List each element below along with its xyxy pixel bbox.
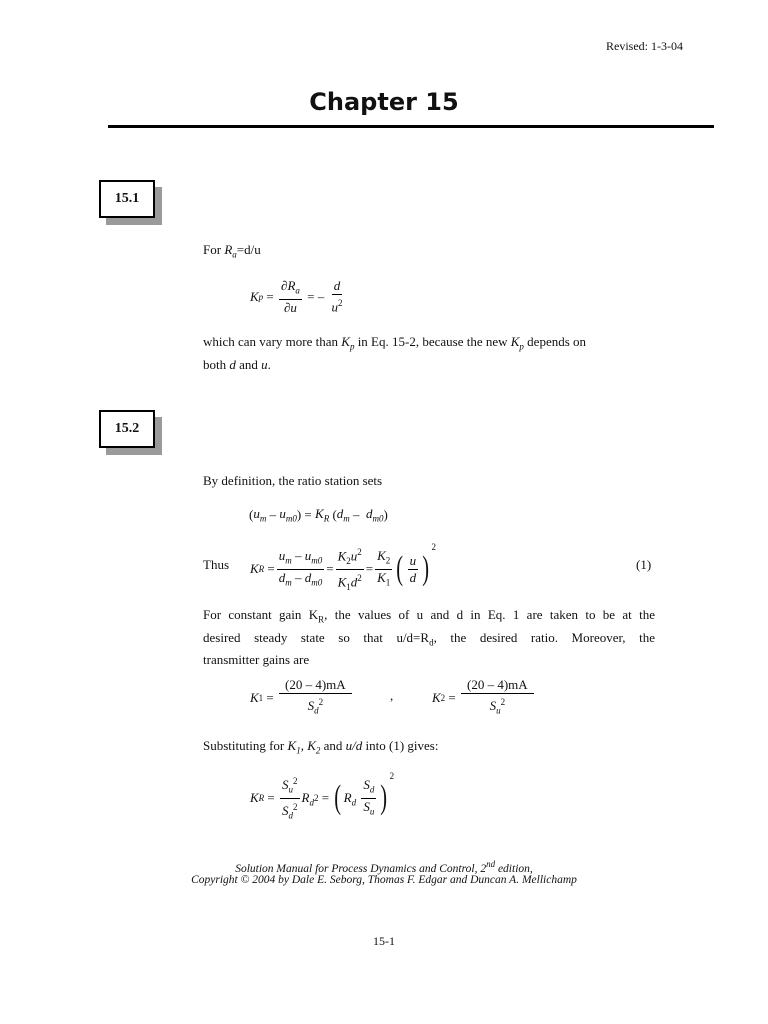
sec2-intro: By definition, the ratio station sets <box>203 473 383 488</box>
sec2-paragraph: For constant gain $K_R$, the values of u and d in Eq. 1 are taken to be at the desired steady state so that $u/d=R_d$, the desired ratio. Moreover, the transmitter gains are <box>203 607 655 668</box>
equation-separator: , <box>390 688 394 703</box>
kr-equation-2: K R = $\frac{S_u^2}{S_d^2}$ $R_d$ 2 = ( $R_d$ $\frac{S_d}{S_u}$ ) 2 <box>250 771 395 821</box>
footer-copyright: Copyright © 2004 by Dale E. Seborg, Thomas F. Edgar and Duncan A. Mellichamp <box>191 874 577 886</box>
revised-date: Revised: 1-3-04 <box>606 39 683 53</box>
kp-equation: K p = $\frac{\partial R_a}{\partial u}$ = – $\frac{d}{u^2}$ <box>250 278 343 315</box>
title-rule <box>108 125 714 128</box>
substitution-text: Substituting for $K_1$, $K_2$ and u/d into (1) gives: <box>203 738 439 756</box>
kr-equation-1: K R = $\frac{u_m - u_{m0}}{d_m - d_{m0}}$ = $\frac{K_2u^2}{K_1d^2}$ = $\frac{K_2}{K_1}$ ( $\frac{u}{d}$ ) 2 <box>250 542 436 592</box>
equation-number: (1) <box>636 557 652 572</box>
footer-line-1: Solution Manual for Process Dynamics and Control, 2nd edition, <box>235 859 533 875</box>
ratio-equation: ( $u_m$ – $u_{m0}$ ) = $K_R$ ( $d_m$ – $d_{m0}$ ) <box>249 506 388 524</box>
section-label: 15.1 <box>99 180 155 218</box>
chapter-title: Chapter 15 <box>309 88 459 116</box>
section-box-15-2 <box>99 410 155 448</box>
section-label: 15.2 <box>99 410 155 448</box>
sec1-paragraph: which can vary more than $K_p$ in Eq. 15-2, because the new $K_p$ depends on both d and u. <box>203 334 587 372</box>
sec1-intro: For $R_a=d/u$ <box>203 242 261 260</box>
page-number: 15-1 <box>373 934 395 948</box>
k1-equation: K 1 = $\frac{(20 - 4)mA}{S_d^2}$ <box>250 677 354 719</box>
section-box-15-1 <box>99 180 155 218</box>
thus-label: Thus <box>203 557 229 572</box>
k2-equation: K 2 = $\frac{(20 - 4)mA}{S_u^2}$ <box>432 677 536 719</box>
